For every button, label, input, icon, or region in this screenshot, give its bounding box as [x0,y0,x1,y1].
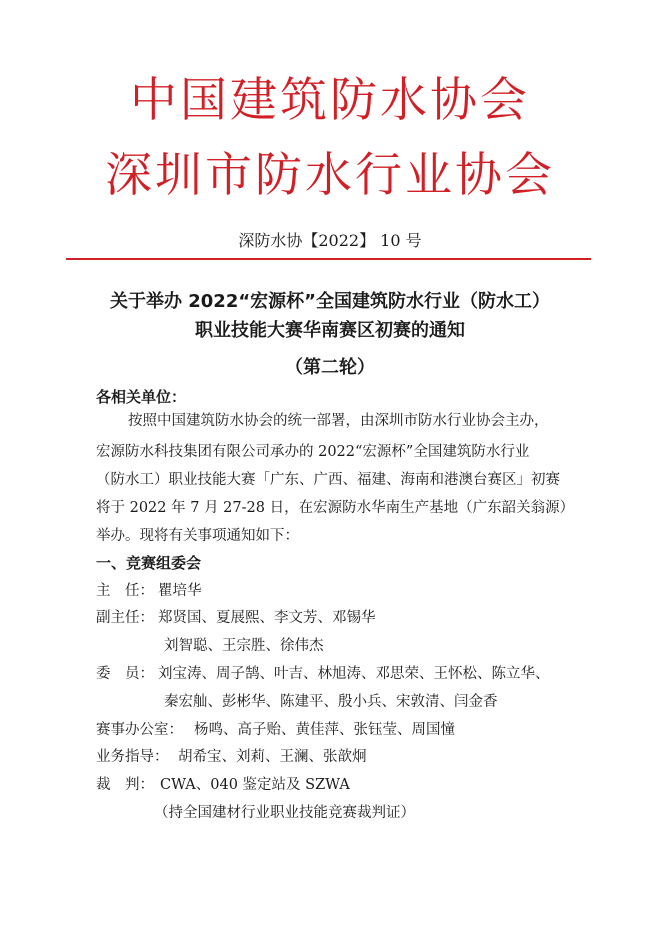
committee-members: 刘智聪、王宗胜、徐伟杰 [164,638,324,654]
body-paragraph-line: 按照中国建筑防水协会的统一部署，由深圳市防水行业协会主办， [128,413,549,429]
section-heading-committee: 一、竞赛组委会 [96,554,202,572]
committee-role-label: 副主任： [96,610,154,626]
committee-members: 郑贤国、夏展熙、李文芳、邓锡华 [158,610,376,626]
issuing-org-name-1: 中国建筑防水协会 [130,73,530,128]
committee-members: CWA、040 鉴定站及 SZWA [160,777,350,793]
committee-role-label: 业务指导： [96,749,169,765]
committee-role-label: 裁 判： [96,777,154,793]
notice-round-label: （第二轮） [285,357,375,378]
committee-members: 瞿培华 [158,583,202,599]
committee-members: 胡希宝、刘莉、王澜、张歆炯 [178,749,367,765]
document-number: 深防水协【2022】 10 号 [238,231,422,250]
committee-members: 秦宏舢、彭彬华、陈建平、殷小兵、宋敦清、闫金香 [164,694,498,710]
red-divider-line [66,258,591,260]
committee-role-label: 委 员： [96,666,154,682]
salutation: 各相关单位： [96,388,187,406]
committee-role-label: 赛事办公室： [96,722,183,738]
body-paragraph-line: （防水工）职业技能大赛「广东、广西、福建、海南和港澳台赛区」初赛 [96,472,560,488]
body-paragraph-line: 举办。现将有关事项通知如下： [96,528,299,544]
notice-title-line-2: 职业技能大赛华南赛区初赛的通知 [195,320,465,341]
body-paragraph-line: 将于 2022 年 7 月 27-28 日，在宏源防水华南生产基地（广东韶关翁源） [96,500,575,516]
issuing-org-name-2: 深圳市防水行业协会 [105,148,555,203]
body-paragraph-line: 宏源防水科技集团有限公司承办的 2022“宏源杯”全国建筑防水行业 [96,444,530,460]
committee-members: 杨鸣、高子贻、黄佳萍、张钰莹、周国憧 [194,722,455,738]
committee-role-label: 主 任： [96,583,154,599]
notice-title-line-1: 关于举办 2022“宏源杯”全国建筑防水行业（防水工） [109,291,551,312]
committee-members: 刘宝涛、周子鹄、叶吉、林旭涛、邓思荣、王怀松、陈立华、 [158,666,550,682]
judge-certification-note: （持全国建材行业职业技能竞赛裁判证） [154,805,415,821]
